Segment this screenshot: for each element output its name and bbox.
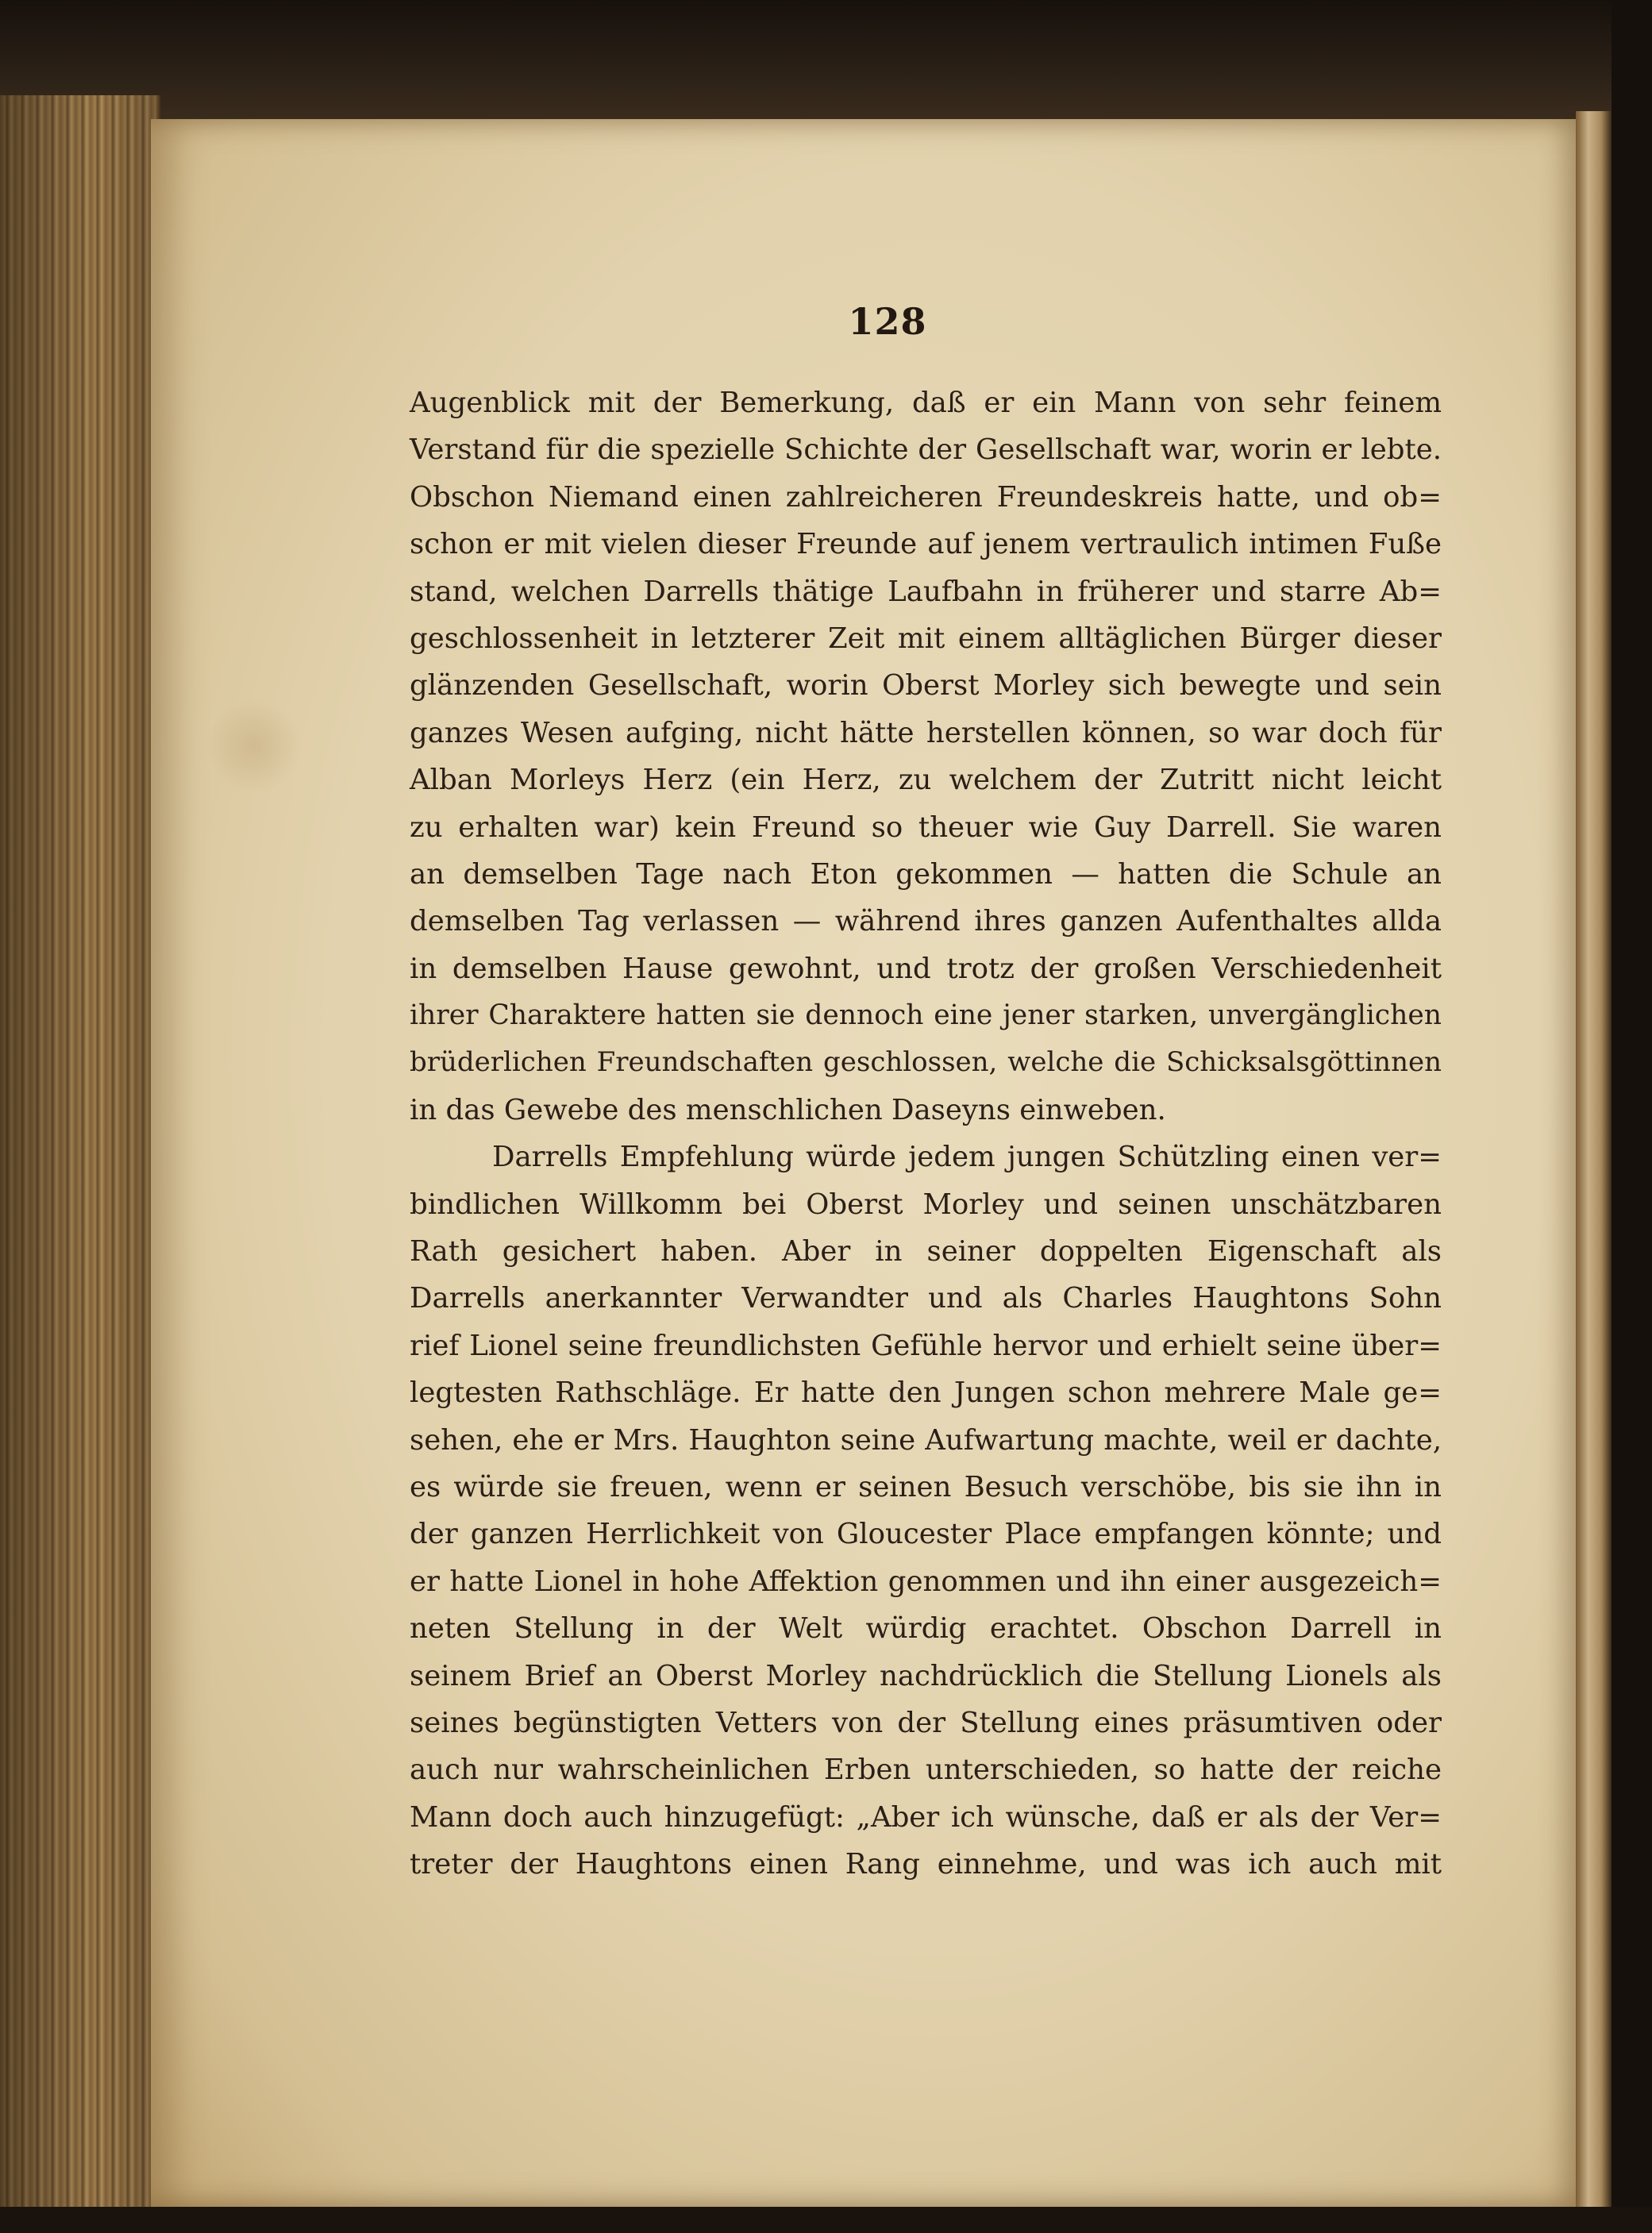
text-line: an demselben Tage nach Eton gekommen — hatten die Schule an: [410, 857, 1442, 891]
text-line: Rath gesichert haben. Aber in seiner doppelten Eigenschaft als: [410, 1235, 1442, 1269]
text-line: bindlichen Willkomm bei Oberst Morley und seinen unschätzbaren: [410, 1188, 1442, 1221]
text-line: glänzenden Gesellschaft, worin Oberst Morley sich bewegte und sein: [410, 669, 1442, 703]
text-line: Darrells Empfehlung würde jedem jungen Schützling einen ver=: [492, 1141, 1442, 1174]
text-line: treter der Haughtons einen Rang einnehme, und was ich auch mit: [410, 1848, 1442, 1881]
text-line: in das Gewebe des menschlichen Daseyns einweben.: [410, 1093, 1166, 1126]
text-line: Verstand für die spezielle Schichte der Gesellschaft war, worin er lebte.: [410, 433, 1442, 467]
body-text: [410, 379, 1442, 1888]
text-line: Obschon Niemand einen zahlreicheren Freundeskreis hatte, und ob=: [410, 480, 1442, 514]
page-number: 128: [848, 300, 927, 343]
text-line: ganzes Wesen aufging, nicht hätte herstellen können, so war doch für: [410, 716, 1442, 749]
text-line: der ganzen Herrlichkeit von Gloucester Place empfangen könnte; und: [410, 1518, 1442, 1551]
text-line: er hatte Lionel in hohe Affektion genommen und ihn einer ausgezeich=: [410, 1565, 1442, 1598]
page-stack-shadow: [0, 95, 159, 2207]
text-line: auch nur wahrscheinlichen Erben unterschieden, so hatte der reiche: [410, 1754, 1442, 1787]
text-line: in demselben Hause gewohnt, und trotz der großen Verschiedenheit: [410, 952, 1442, 985]
bottom-background: [0, 2207, 1652, 2233]
text-line: demselben Tag verlassen — während ihres ganzen Aufenthaltes allda: [410, 905, 1442, 938]
paper-stain: [206, 699, 302, 794]
text-line: seines begünstigten Vetters von der Stellung eines präsumtiven oder: [410, 1706, 1442, 1739]
book-cover-edge: [0, 0, 1652, 119]
text-line: brüderlichen Freundschaften geschlossen, welche die Schicksalsgöttinnen: [410, 1046, 1442, 1079]
text-line: es würde sie freuen, wenn er seinen Besuch verschöbe, bis sie ihn in: [410, 1470, 1442, 1503]
text-line: Darrells anerkannter Verwandter und als Charles Haughtons Sohn: [410, 1282, 1442, 1315]
text-line: ihrer Charaktere hatten sie dennoch eine jener starken, unvergänglichen: [410, 999, 1442, 1032]
book-gutter: [1576, 111, 1612, 2215]
text-line: Augenblick mit der Bemerkung, daß er ein Mann von sehr feinem: [410, 387, 1442, 419]
text-line: seinem Brief an Oberst Morley nachdrücklich die Stellung Lionels als: [410, 1659, 1442, 1692]
text-line: sehen, ehe er Mrs. Haughton seine Aufwartung machte, weil er dachte,: [410, 1423, 1442, 1457]
text-line: zu erhalten war) kein Freund so theuer wie Guy Darrell. Sie waren: [410, 810, 1442, 844]
text-line: geschlossenheit in letzterer Zeit mit einem alltäglichen Bürger dieser: [410, 622, 1442, 655]
text-line: rief Lionel seine freundlichsten Gefühle hervor und erhielt seine über=: [410, 1329, 1442, 1362]
text-line: Alban Morleys Herz (ein Herz, zu welchem der Zutritt nicht leicht: [410, 764, 1442, 797]
text-line: stand, welchen Darrells thätige Laufbahn in früherer und starre Ab=: [410, 575, 1442, 608]
text-line: neten Stellung in der Welt würdig erachtet. Obschon Darrell in: [410, 1612, 1442, 1646]
text-line: legtesten Rathschläge. Er hatte den Jungen schon mehrere Male ge=: [410, 1376, 1442, 1410]
text-line: schon er mit vielen dieser Freunde auf jenem vertraulich intimen Fuße: [410, 528, 1442, 561]
text-line: Mann doch auch hinzugefügt: „Aber ich wünsche, daß er als der Ver=: [410, 1800, 1442, 1834]
